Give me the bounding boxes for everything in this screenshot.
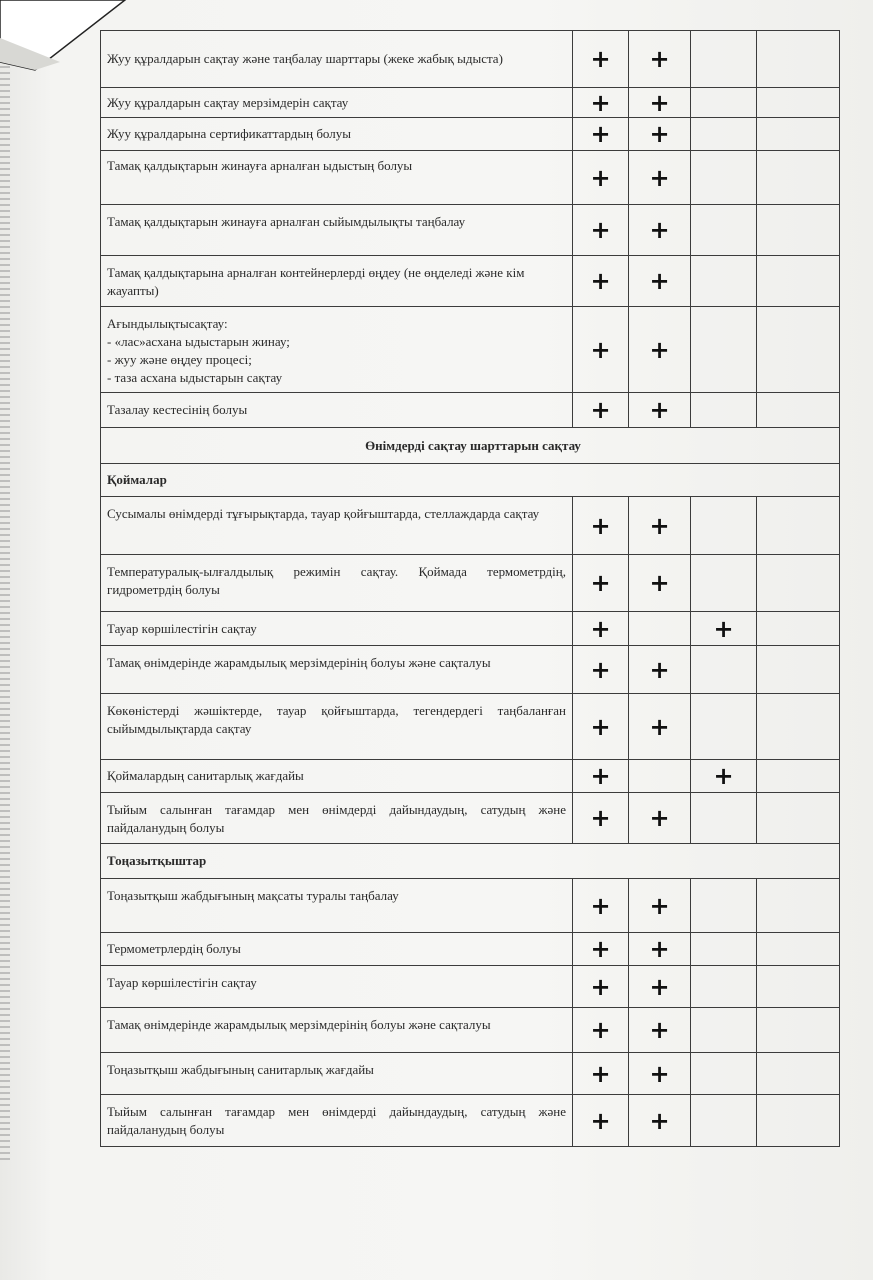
criterion-text: Қоймалардың санитарлық жағдайы <box>101 760 573 793</box>
criterion-text: Жуу құралдарына сертификаттардың болуы <box>101 118 573 151</box>
mark-col-1: + <box>573 760 629 793</box>
mark-col-3 <box>691 646 757 694</box>
mark-col-4 <box>757 646 840 694</box>
table-row <box>101 694 840 760</box>
mark-col-1: + <box>573 88 629 118</box>
mark-col-3 <box>691 555 757 612</box>
binding-edge <box>0 60 10 1160</box>
mark-col-3 <box>691 966 757 1008</box>
mark-col-2: + <box>629 118 691 151</box>
criterion-text: Тыйым салынған тағамдар мен өнімдерді дайындаудың, сатудың және пайдаланудың болуы <box>101 1095 573 1147</box>
mark-col-4 <box>757 307 840 393</box>
table-row <box>101 612 840 646</box>
mark-col-3: + <box>691 760 757 793</box>
mark-col-3 <box>691 118 757 151</box>
mark-col-1: + <box>573 793 629 844</box>
mark-col-2: + <box>629 393 691 428</box>
mark-col-4 <box>757 1095 840 1147</box>
mark-col-2: + <box>629 497 691 555</box>
mark-col-4 <box>757 31 840 88</box>
mark-col-2: + <box>629 88 691 118</box>
mark-col-2: + <box>629 933 691 966</box>
mark-col-3 <box>691 879 757 933</box>
mark-col-2: + <box>629 256 691 307</box>
criterion-text: Тоңазытқыш жабдығының мақсаты туралы таңбалау <box>101 879 573 933</box>
mark-col-3 <box>691 1053 757 1095</box>
mark-col-3 <box>691 793 757 844</box>
criterion-text: Тамақ қалдықтарына арналған контейнерлерді өңдеу (не өңделеді және кім жауапты) <box>101 256 573 307</box>
criterion-line: - таза асхана ыдыстарын сақтау <box>107 370 283 385</box>
mark-col-2 <box>629 612 691 646</box>
mark-col-4 <box>757 612 840 646</box>
mark-col-3 <box>691 151 757 205</box>
table-row <box>101 879 840 933</box>
table-row <box>101 256 840 307</box>
mark-col-3 <box>691 1095 757 1147</box>
mark-col-4 <box>757 151 840 205</box>
mark-col-3 <box>691 694 757 760</box>
mark-col-4 <box>757 497 840 555</box>
criterion-text: Тауар көршілестігін сақтау <box>101 966 573 1008</box>
mark-col-2 <box>629 760 691 793</box>
mark-col-2: + <box>629 793 691 844</box>
checklist-table <box>100 30 840 1147</box>
criterion-text: Сусымалы өнімдерді тұғырықтарда, тауар қойғыштарда, стеллаждарда сақтау <box>101 497 573 555</box>
mark-col-1: + <box>573 612 629 646</box>
subsection-title-warehouses: Қоймалар <box>101 464 840 497</box>
criterion-text: Термометрлердің болуы <box>101 933 573 966</box>
mark-col-2: + <box>629 205 691 256</box>
mark-col-2: + <box>629 151 691 205</box>
mark-col-1: + <box>573 151 629 205</box>
mark-col-4 <box>757 694 840 760</box>
mark-col-2: + <box>629 307 691 393</box>
table-row <box>101 1008 840 1053</box>
subsection-title-fridges: Тоңазытқыштар <box>101 844 840 879</box>
subsection-row <box>101 844 840 879</box>
section-title: Өнімдерді сақтау шарттарын сақтау <box>101 428 840 464</box>
mark-col-1: + <box>573 1008 629 1053</box>
mark-col-4 <box>757 256 840 307</box>
mark-col-3 <box>691 933 757 966</box>
mark-col-3 <box>691 205 757 256</box>
mark-col-1: + <box>573 393 629 428</box>
criterion-text: Тамақ қалдықтарын жинауға арналған ыдыстың болуы <box>101 151 573 205</box>
mark-col-3 <box>691 1008 757 1053</box>
table-row <box>101 793 840 844</box>
table-row <box>101 393 840 428</box>
section-header-row <box>101 428 840 464</box>
mark-col-2: + <box>629 1008 691 1053</box>
mark-col-1: + <box>573 646 629 694</box>
mark-col-4 <box>757 760 840 793</box>
criterion-text: Жуу құралдарын сақтау мерзімдерін сақтау <box>101 88 573 118</box>
table-row <box>101 1095 840 1147</box>
criterion-text: Тазалау кестесінің болуы <box>101 393 573 428</box>
mark-col-1: + <box>573 555 629 612</box>
criterion-text: Жуу құралдарын сақтау және таңбалау шарттары (жеке жабық ыдыста) <box>101 31 573 88</box>
mark-col-2: + <box>629 694 691 760</box>
mark-col-2: + <box>629 879 691 933</box>
criterion-line: Ағындылықтысақтау: <box>107 316 228 331</box>
table-row <box>101 88 840 118</box>
subsection-row <box>101 464 840 497</box>
mark-col-1: + <box>573 1095 629 1147</box>
mark-col-3 <box>691 497 757 555</box>
mark-col-3 <box>691 88 757 118</box>
table-row <box>101 151 840 205</box>
criterion-text: Тамақ өнімдерінде жарамдылық мерзімдерінің болуы және сақталуы <box>101 1008 573 1053</box>
criterion-text: Тыйым салынған тағамдар мен өнімдерді дайындаудың, сатудың және пайдаланудың болуы <box>101 793 573 844</box>
table-row <box>101 760 840 793</box>
mark-col-1: + <box>573 118 629 151</box>
mark-col-4 <box>757 88 840 118</box>
table-row <box>101 1053 840 1095</box>
criterion-text: Тамақ өнімдерінде жарамдылық мерзімдерінің болуы және сақталуы <box>101 646 573 694</box>
criterion-text: Көкөністерді жәшіктерде, тауар қойғыштарда, тегендердегі таңбаланған сыйымдылықтарда сақтау <box>101 694 573 760</box>
mark-col-2: + <box>629 555 691 612</box>
table-row <box>101 118 840 151</box>
mark-col-1: + <box>573 205 629 256</box>
mark-col-3 <box>691 31 757 88</box>
table-row <box>101 307 840 393</box>
mark-col-2: + <box>629 1095 691 1147</box>
criterion-line: - «лас»асхана ыдыстарын жинау; <box>107 334 290 349</box>
mark-col-3: + <box>691 612 757 646</box>
mark-col-4 <box>757 793 840 844</box>
mark-col-1: + <box>573 307 629 393</box>
mark-col-1: + <box>573 31 629 88</box>
table-row <box>101 205 840 256</box>
mark-col-1: + <box>573 879 629 933</box>
mark-col-4 <box>757 933 840 966</box>
mark-col-1: + <box>573 1053 629 1095</box>
mark-col-2: + <box>629 1053 691 1095</box>
mark-col-2: + <box>629 966 691 1008</box>
mark-col-2: + <box>629 646 691 694</box>
mark-col-4 <box>757 205 840 256</box>
criterion-text: Температуралық-ылғалдылық режимін сақтау. Қоймада термометрдің, гидрометрдің болуы <box>101 555 573 612</box>
mark-col-3 <box>691 256 757 307</box>
mark-col-4 <box>757 118 840 151</box>
mark-col-1: + <box>573 256 629 307</box>
table-row <box>101 966 840 1008</box>
criterion-text: Тамақ қалдықтарын жинауға арналған сыйымдылықты таңбалау <box>101 205 573 256</box>
mark-col-4 <box>757 1053 840 1095</box>
mark-col-4 <box>757 1008 840 1053</box>
mark-col-3 <box>691 307 757 393</box>
mark-col-1: + <box>573 966 629 1008</box>
table-row <box>101 933 840 966</box>
criterion-line: - жуу және өңдеу процесі; <box>107 352 252 367</box>
mark-col-1: + <box>573 497 629 555</box>
mark-col-4 <box>757 393 840 428</box>
table-row <box>101 31 840 88</box>
criterion-text: Тауар көршілестігін сақтау <box>101 612 573 646</box>
table-row <box>101 646 840 694</box>
mark-col-4 <box>757 966 840 1008</box>
table-row <box>101 555 840 612</box>
mark-col-4 <box>757 555 840 612</box>
mark-col-4 <box>757 879 840 933</box>
mark-col-2: + <box>629 31 691 88</box>
mark-col-3 <box>691 393 757 428</box>
criterion-text <box>101 307 573 393</box>
table-row <box>101 497 840 555</box>
mark-col-1: + <box>573 933 629 966</box>
mark-col-1: + <box>573 694 629 760</box>
criterion-text: Тоңазытқыш жабдығының санитарлық жағдайы <box>101 1053 573 1095</box>
